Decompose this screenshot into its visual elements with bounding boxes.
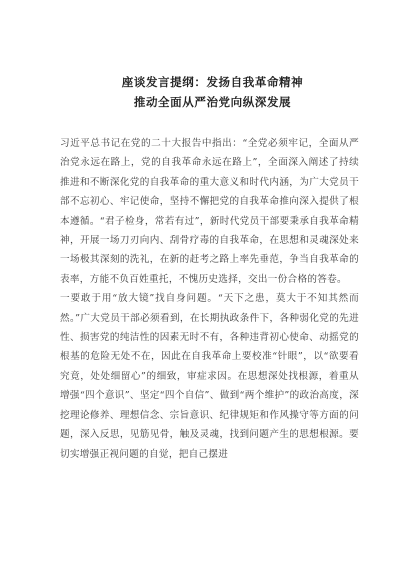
title-line-1: 座谈发言提纲：发扬自我革命精神 — [121, 75, 304, 89]
paragraph-1: 习近平总书记在党的二十大报告中指出：“全党必须牢记，全面从严治党永远在路上，党的自我革命永远在路上”，全面深入阐述了持续推进和不断深化党的自我革命的重大意义和时代内涵，为广大党员干部不忘初心、牢记使命，坚持不懈把党的自我革命推向深入提供了根本遵循。“君子检身，常若有过”，新时代党员干部要秉承自我革命精神，开展一场刀刃向内、刮骨疗毒的自我革命，在思想和灵魂深处来一场极其深刻的洗礼，在新的赶考之路上率先垂范，争当自我革命的表率，方能不负百姓重托，不愧历史选择，交出一份合格的答卷。 — [60, 138, 359, 285]
document-body — [60, 134, 359, 464]
title-line-2: 推动全面从严治党向纵深发展 — [133, 95, 292, 109]
document-title — [66, 72, 359, 112]
paragraph-2: 一要敢于用“放大镜”找自身问题。“天下之患，莫大于不知其然而然。”广大党员干部必须看到，在长期执政条件下，各种弱化党的先进性、损害党的纯洁性的因素无时不有，各种违背初心使命、动摇党的根基的危险无处不在，因此在自我革命上要校准“针眼”，以“欲要看究竟，处处细留心”的细致，审症求因。在思想深处找根源，着重从增强“四个意识”、坚定“四个自信”、做到“两个维护”的政治高度，深挖理论修养、理想信念、宗旨意识、纪律规矩和作风操守等方面的问题，深入反思，见筋见骨，触及灵魂，找到问题产生的思想根源。要切实增强正视问题的自觉，把自己摆进 — [60, 293, 359, 460]
